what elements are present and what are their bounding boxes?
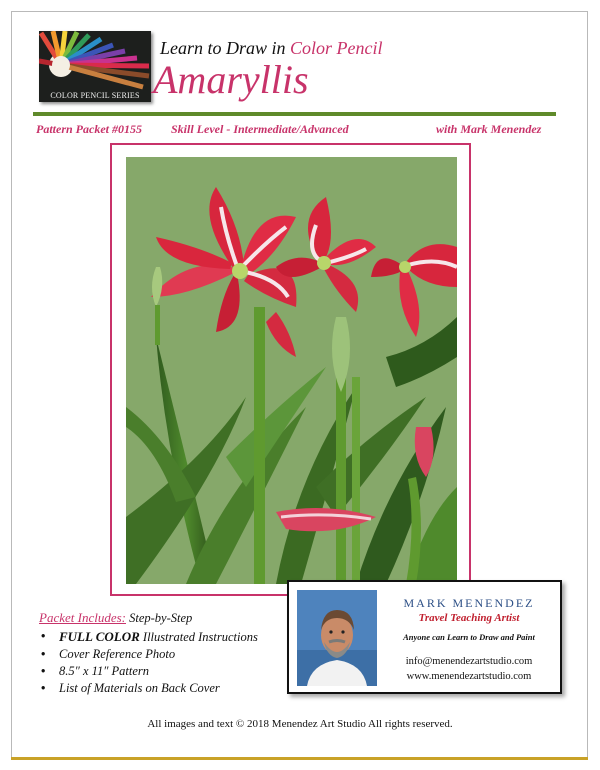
includes-heading: Packet Includes: <box>39 610 126 625</box>
artist-tagline: Anyone can Learn to Draw and Paint <box>403 632 535 642</box>
list-item-text: List of Materials on Back Cover <box>59 681 220 695</box>
subtitle-prefix: Learn to Draw in <box>160 38 291 58</box>
list-item <box>39 646 258 663</box>
author-credit: with Mark Menendez <box>436 122 542 136</box>
bottom-gold-rule <box>11 757 588 760</box>
artist-role: Travel Teaching Artist <box>418 612 520 624</box>
logo-caption: COLOR PENCIL SERIES <box>50 91 140 100</box>
list-item <box>39 680 258 697</box>
list-item-text: 8.5″ x 11″ Pattern <box>59 664 150 678</box>
artist-name: MARK MENENDEZ <box>403 596 535 610</box>
artist-card <box>287 580 562 694</box>
amaryllis-artwork <box>126 157 457 584</box>
list-item <box>39 663 258 680</box>
color-pencil-fan-icon <box>39 31 151 91</box>
list-item-text: Illustrated Instructions <box>139 630 258 644</box>
pattern-number: Pattern Packet #0155 <box>36 122 142 136</box>
copyright-notice: All images and text © 2018 Menendez Art Studio All rights reserved. <box>147 718 453 730</box>
list-item-bold: FULL COLOR <box>59 629 140 644</box>
amaryllis-illustration <box>126 157 457 584</box>
website-link[interactable]: www.menendezartstudio.com <box>406 671 532 682</box>
packet-includes <box>39 610 258 697</box>
list-item <box>39 628 258 646</box>
page-title: Amaryllis <box>153 57 309 102</box>
skill-level: Skill Level - Intermediate/Advanced <box>171 122 349 136</box>
header-divider <box>33 112 556 116</box>
artist-portrait <box>297 590 377 686</box>
list-item-text: Cover Reference Photo <box>59 647 176 661</box>
subtitle-accent: Color Pencil <box>290 38 383 58</box>
color-pencil-series-logo <box>39 31 151 102</box>
series-subtitle <box>160 38 383 59</box>
email-link[interactable]: info@menendezartstudio.com <box>405 656 533 667</box>
includes-list <box>39 628 258 697</box>
includes-first: Step-by-Step <box>125 611 193 625</box>
artist-photo <box>297 590 377 686</box>
